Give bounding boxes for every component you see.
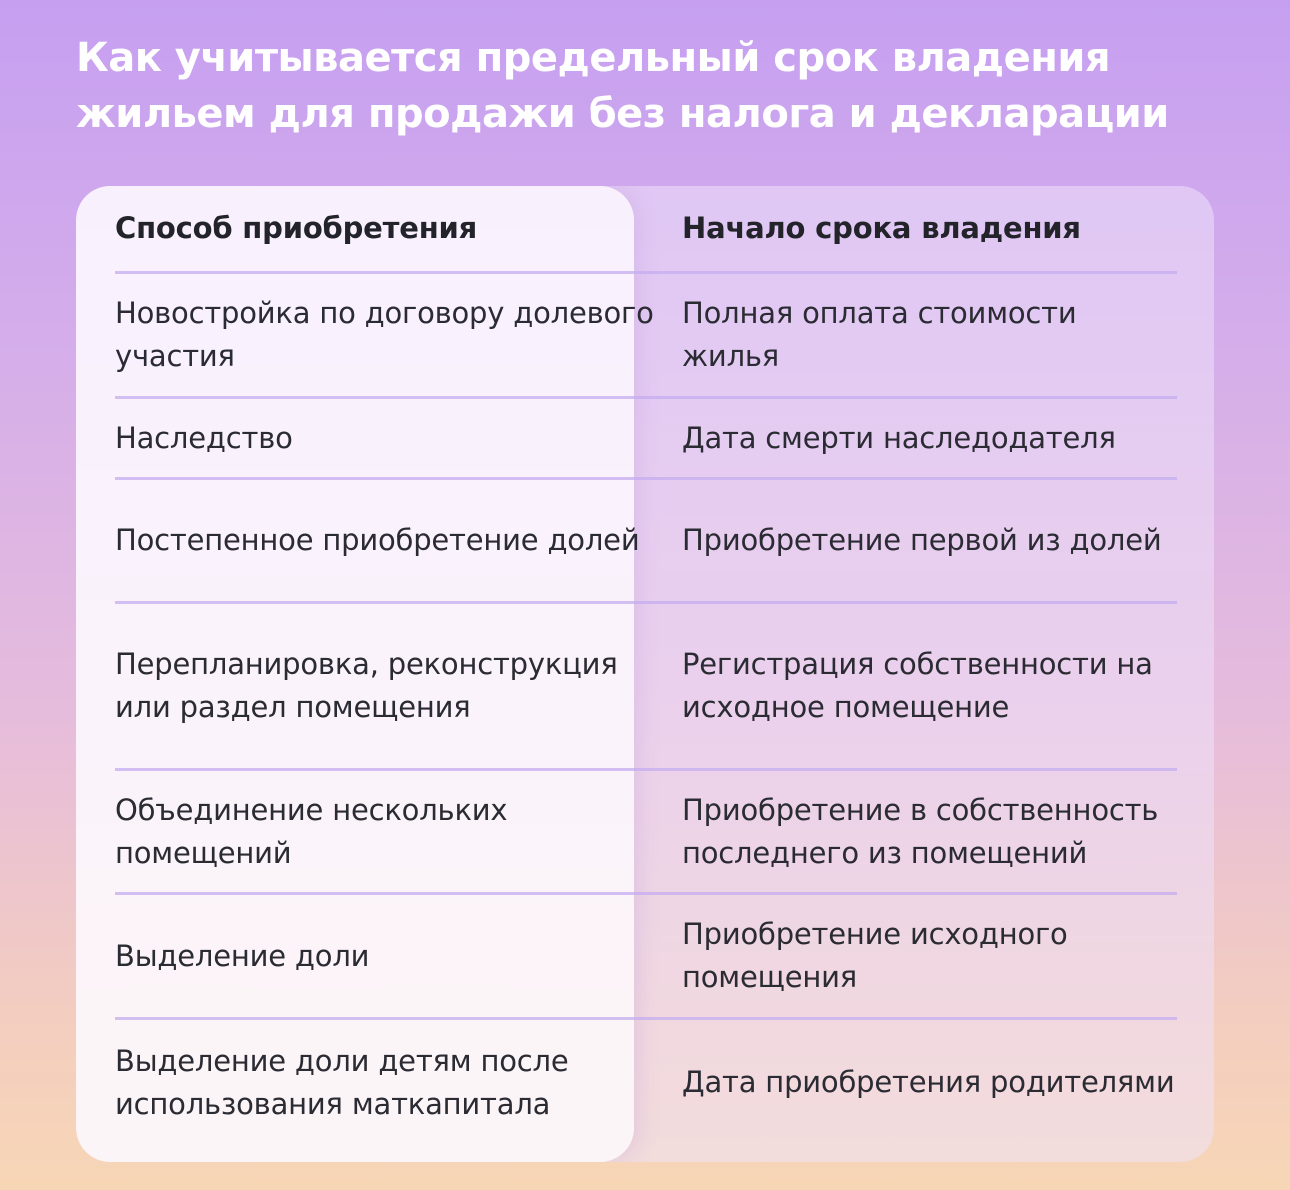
start-cell: Приобретение в собственность последнего из помещений xyxy=(682,792,1159,870)
header-method: Способ приобретения xyxy=(115,211,478,245)
table-row xyxy=(115,895,1177,1020)
table-header-row xyxy=(115,186,1177,274)
method-cell: Выделение доли детям после использования маткапитала xyxy=(115,1043,569,1121)
header-start: Начало срока владения xyxy=(682,211,1081,245)
start-cell: Регистрация собственности на исходное помещение xyxy=(682,647,1153,724)
table-row xyxy=(115,771,1177,895)
comparison-table-card xyxy=(76,186,1214,1162)
table-row xyxy=(115,274,1177,399)
start-cell: Приобретение первой из долей xyxy=(682,523,1162,557)
table-row xyxy=(115,480,1177,604)
method-cell: Новостройка по договору долевого участия xyxy=(115,296,654,373)
start-cell: Дата смерти наследодателя xyxy=(682,420,1116,455)
table-row xyxy=(115,399,1177,480)
method-cell: Перепланировка, реконструкция или раздел помещения xyxy=(115,647,618,724)
method-cell: Постепенное приобретение долей xyxy=(115,523,640,557)
table-row xyxy=(115,1020,1177,1145)
start-cell: Дата приобретения родителями xyxy=(682,1065,1175,1099)
method-cell: Объединение нескольких помещений xyxy=(115,792,508,870)
table-row xyxy=(115,604,1177,771)
start-cell: Полная оплата стоимости жилья xyxy=(682,296,1077,373)
method-cell: Выделение доли xyxy=(115,938,370,973)
comparison-table xyxy=(115,186,1177,1145)
page-title: Как учитывается предельный срок владения жильем для продажи без налога и декларации xyxy=(76,35,1169,137)
method-cell: Наследство xyxy=(115,420,293,455)
start-cell: Приобретение исходного помещения xyxy=(682,917,1068,994)
